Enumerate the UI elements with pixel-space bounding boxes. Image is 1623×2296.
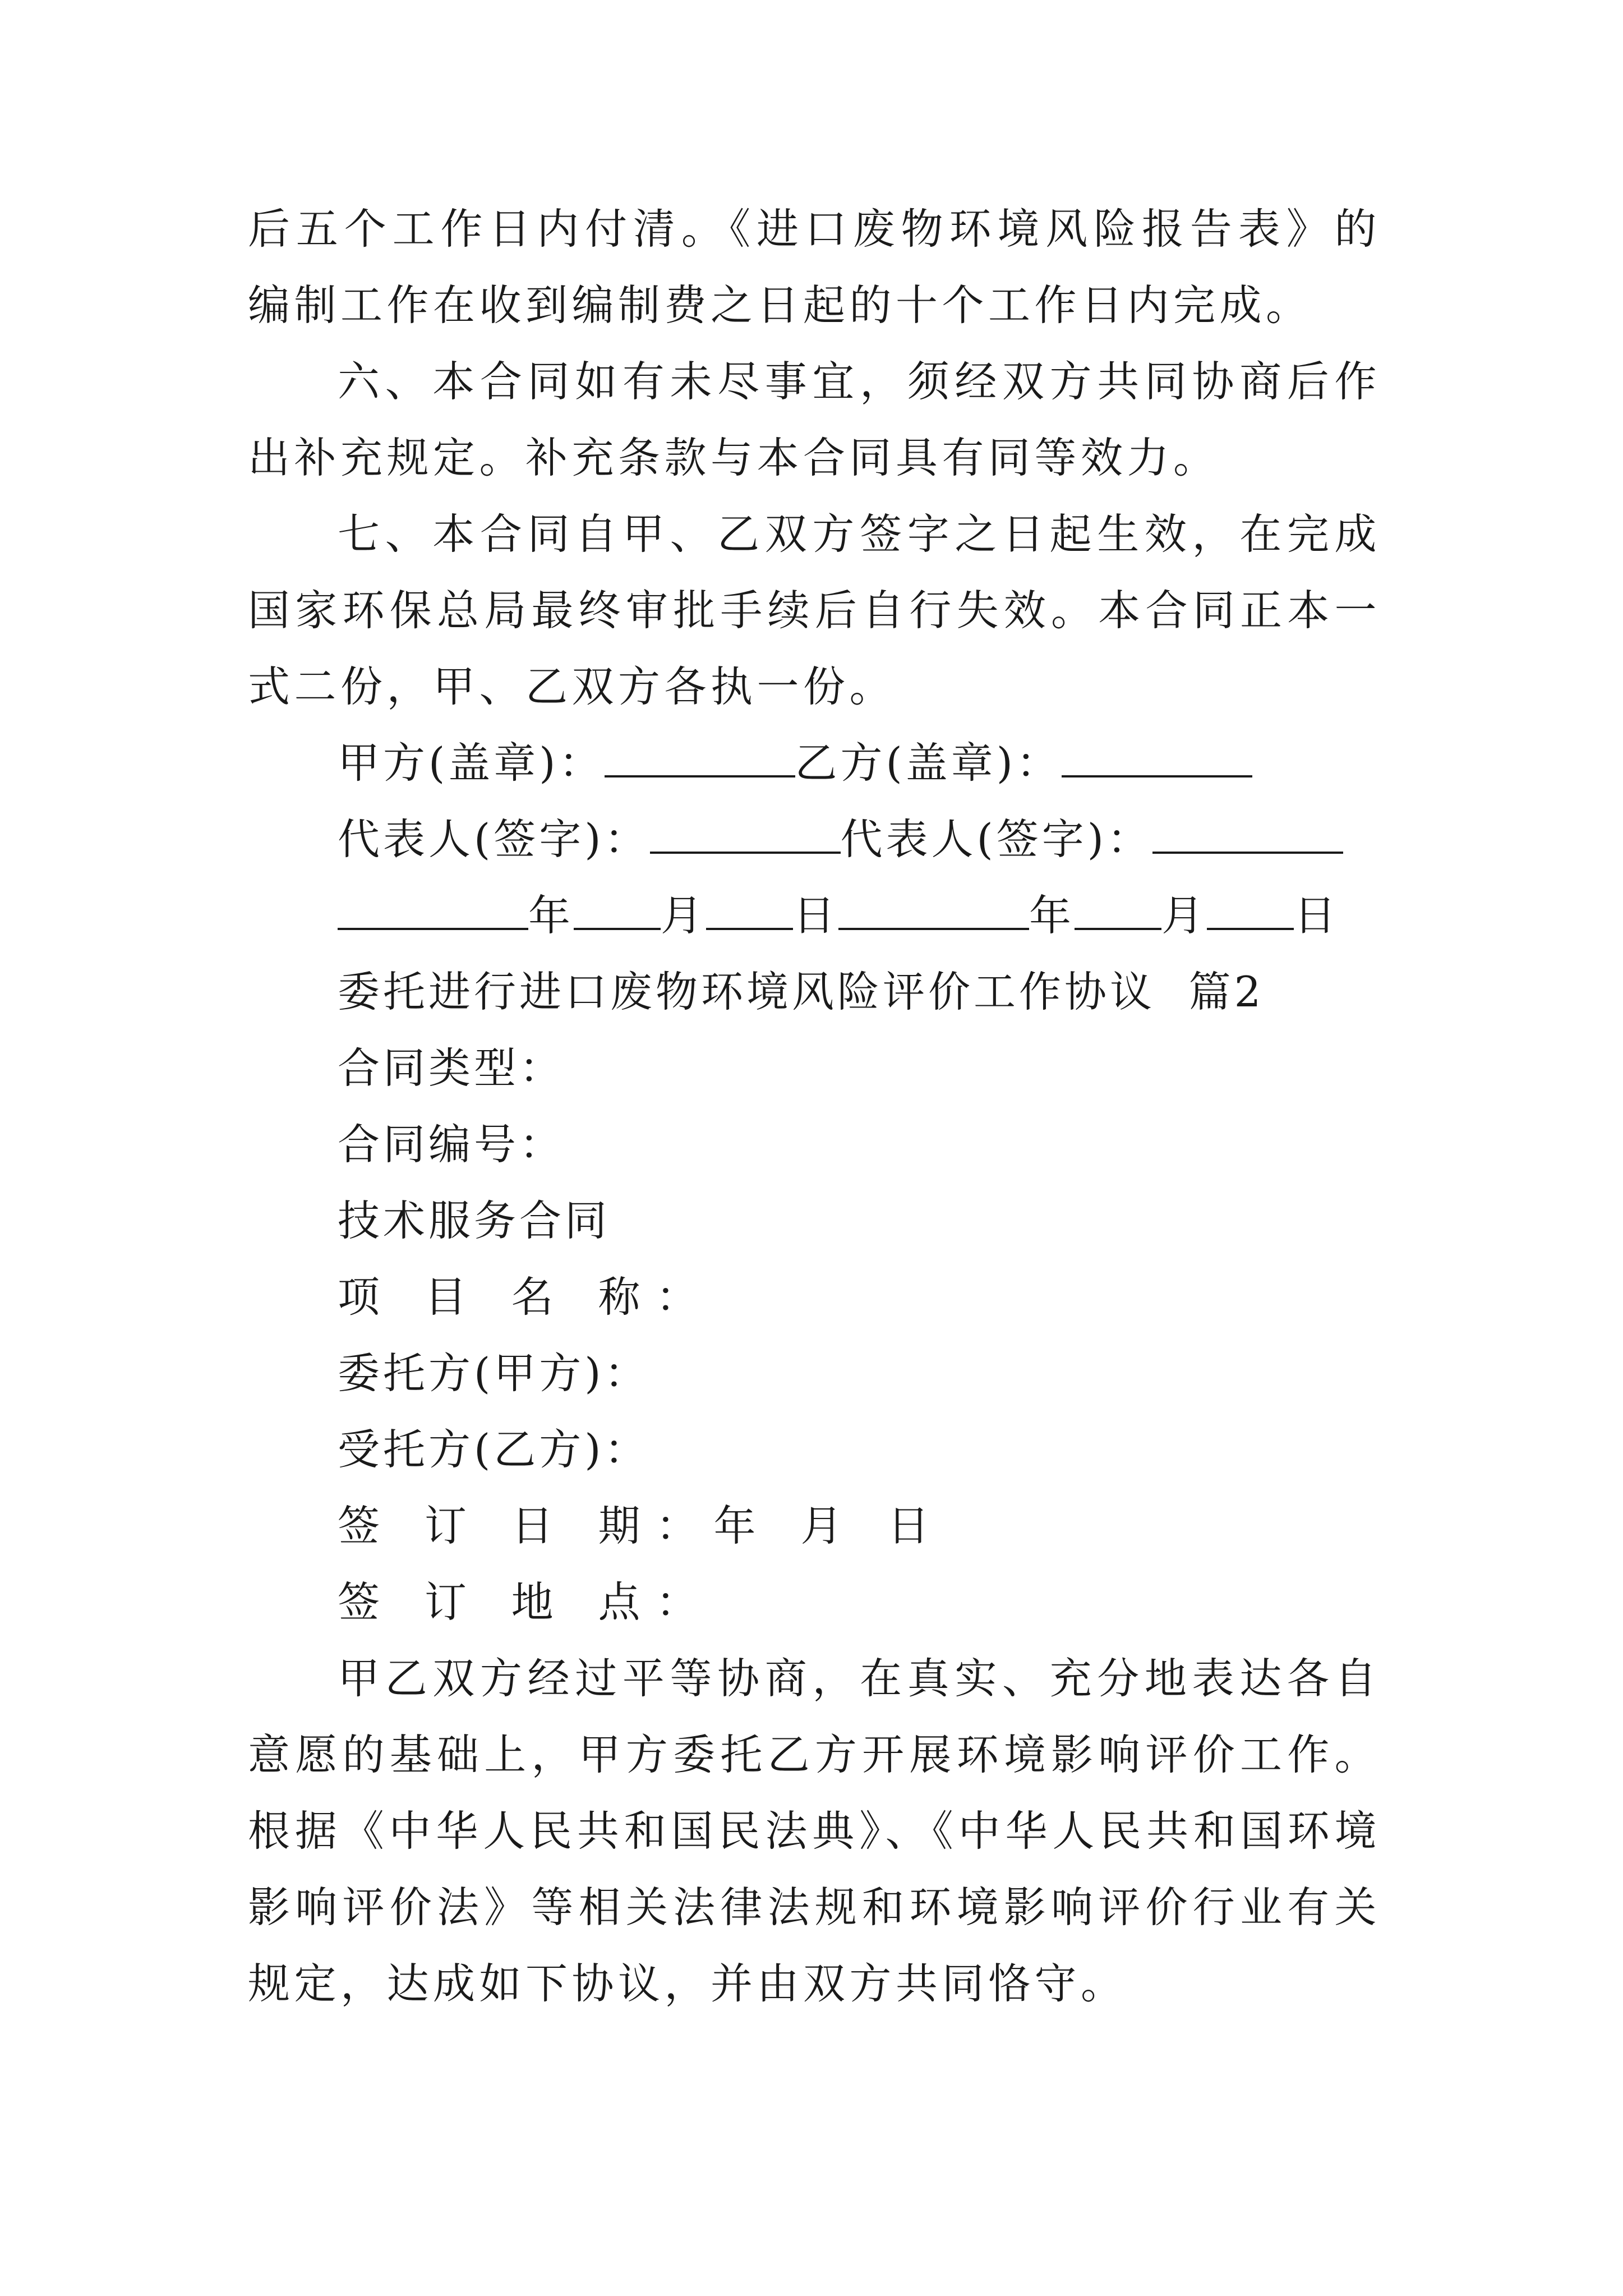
signature-rep-line (248, 801, 1381, 877)
paragraph-agreement-preamble: 甲乙双方经过平等协商，在真实、充分地表达各自意愿的基础上，甲方委托乙方开展环境影响评价工作。根据《中华人民共和国民法典》、《中华人民共和国环境影响评价法》等相关法律法规和环境影响评价行业有关规定，达成如下协议，并由双方共同恪守。 (248, 1654, 1381, 2008)
contract-kind: 技术服务合同 (338, 1196, 611, 1245)
date-b-year-blank[interactable] (838, 892, 1029, 930)
section-2-title: 委托进行进口废物环境风险评价工作协议 篇2 (338, 967, 1265, 1016)
contractor-field: 受托方(乙方)： (338, 1425, 650, 1474)
date-a-month-label: 月 (661, 891, 707, 940)
party-a-seal-blank[interactable] (605, 739, 795, 777)
party-b-seal-blank[interactable] (1062, 739, 1252, 777)
signature-date-line (248, 877, 1381, 954)
rep-b-label: 代表人(签字)： (840, 815, 1153, 864)
date-a-month-blank[interactable] (574, 892, 661, 930)
date-a-year-blank[interactable] (338, 892, 528, 930)
paragraph-clause-7: 七、本合同自甲、乙双方签字之日起生效，在完成国家环保总局最终审批手续后自行失效。本合同正本一式二份，甲、乙双方各执一份。 (248, 509, 1381, 711)
rep-a-label: 代表人(签字)： (338, 815, 650, 864)
contract-number-field: 合同编号： (338, 1120, 565, 1169)
rep-a-blank[interactable] (650, 816, 841, 854)
client-field: 委托方(甲方)： (338, 1349, 650, 1398)
signature-seal-line (248, 725, 1381, 801)
date-b-day-label: 日 (1294, 891, 1340, 940)
date-b-month-blank[interactable] (1075, 892, 1161, 930)
date-a-year-label: 年 (528, 891, 574, 940)
party-b-seal-label: 乙方(盖章)： (795, 738, 1062, 788)
date-b-day-blank[interactable] (1207, 892, 1294, 930)
date-b-month-label: 月 (1161, 891, 1207, 940)
date-a-day-label: 日 (793, 891, 839, 940)
document-body (248, 191, 1381, 2022)
date-b-year-label: 年 (1029, 891, 1075, 940)
rep-b-blank[interactable] (1152, 816, 1343, 854)
paragraph-payment-terms: 后五个工作日内付清。《进口废物环境风险报告表》的编制工作在收到编制费之日起的十个工作日内完成。 (248, 204, 1381, 330)
sign-place-field: 签 订 地 点： (338, 1577, 714, 1627)
project-name-field: 项 目 名 称： (338, 1272, 714, 1322)
party-a-seal-label: 甲方(盖章)： (338, 738, 605, 788)
contract-type-field: 合同类型： (338, 1043, 565, 1093)
paragraph-clause-6: 六、本合同如有未尽事宜，须经双方共同协商后作出补充规定。补充条款与本合同具有同等效力。 (248, 357, 1381, 482)
date-a-day-blank[interactable] (706, 892, 793, 930)
sign-date-field: 签 订 日 期：年 月 日 (338, 1501, 946, 1550)
